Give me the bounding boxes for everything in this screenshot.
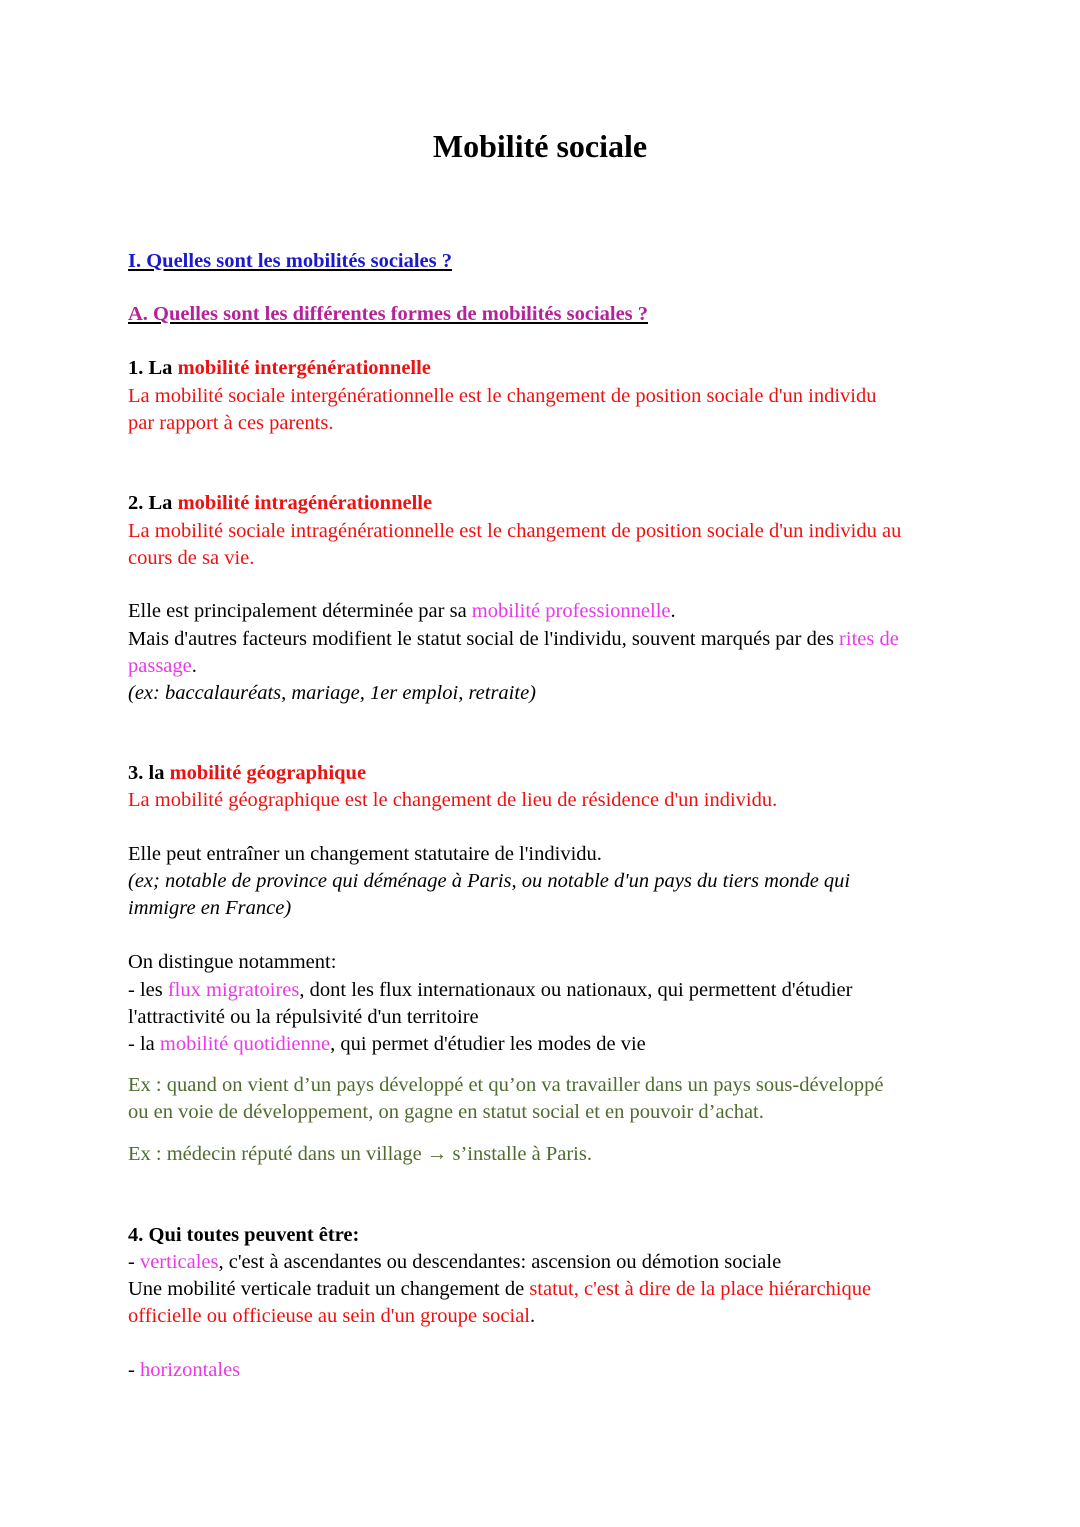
text-segment: Mais d'autres facteurs modifient le statut social de l'individu, souvent marqués par des [128, 628, 840, 650]
text-segment: ou en voie de développement, on gagne en statut social et en pouvoir d’achat. [128, 1101, 764, 1123]
text-line [128, 1276, 871, 1303]
text-segment: Ex : quand on vient d’un pays développé et qu’on va travailler dans un pays sous-développé [128, 1074, 884, 1096]
text-segment: La mobilité sociale intragénérationnelle est le changement de position sociale d'un individu au [128, 520, 902, 542]
text-segment: - les [128, 979, 168, 1001]
text-segment: Elle est principalement déterminée par sa [128, 600, 472, 622]
text-segment: 3. la [128, 762, 170, 784]
text-line [128, 1141, 592, 1168]
text-line [128, 977, 852, 1004]
text-segment: cours de sa vie. [128, 547, 255, 569]
text-segment: horizontales [139, 1359, 241, 1381]
text-segment: . [670, 600, 676, 622]
text-segment: l'attractivité ou la répulsivité d'un territoire [128, 1006, 479, 1028]
section-heading [128, 1222, 359, 1249]
text-segment: . [191, 655, 197, 677]
text-line [128, 680, 536, 707]
text-segment: . [530, 1305, 536, 1327]
text-line [128, 1303, 535, 1330]
text-line [128, 895, 291, 922]
text-line [128, 1249, 781, 1276]
text-segment: statut, c'est à dire de la place hiérarchique [529, 1278, 872, 1300]
text-line [128, 383, 877, 410]
text-segment: verticales [139, 1251, 219, 1273]
text-segment: A. Quelles sont les différentes formes de mobilités sociales ? [128, 303, 649, 325]
text-segment: 1. La [128, 357, 178, 379]
text-segment: - [128, 1359, 140, 1381]
section-heading [128, 248, 452, 275]
text-segment: mobilité intergénérationnelle [177, 357, 431, 379]
text-line [128, 787, 777, 814]
text-segment: flux migratoires [167, 979, 300, 1001]
text-segment: (ex; notable de province qui déménage à Paris, ou notable d'un pays du tiers monde qui [128, 870, 851, 892]
text-line [128, 1099, 764, 1126]
text-segment: 2. La [128, 492, 178, 514]
text-line [128, 841, 602, 868]
text-line [128, 653, 197, 680]
text-segment: Une mobilité verticale traduit un changement de [128, 1278, 530, 1300]
text-segment: , qui permet d'étudier les modes de vie [330, 1033, 646, 1055]
text-segment: (ex: baccalauréats, mariage, 1er emploi, retraite) [128, 682, 536, 704]
text-line [128, 868, 850, 895]
text-line [128, 410, 333, 437]
text-segment: Ex : médecin réputé dans un village → s’installe à Paris. [128, 1143, 592, 1165]
page-title: Mobilité sociale [432, 128, 648, 164]
text-line [128, 949, 336, 976]
text-segment: mobilité géographique [169, 762, 367, 784]
text-segment: , dont les flux internationaux ou nationaux, qui permettent d'étudier [299, 979, 853, 1001]
text-line [128, 598, 676, 625]
text-line [128, 545, 254, 572]
text-segment: La mobilité géographique est le changement de lieu de résidence d'un individu. [128, 789, 778, 811]
text-segment: mobilité professionnelle [471, 600, 671, 622]
section-heading [128, 355, 431, 382]
text-segment: par rapport à ces parents. [128, 412, 334, 434]
text-segment: officielle ou officieuse au sein d'un groupe social [128, 1305, 530, 1327]
text-segment: - [128, 1251, 140, 1273]
text-segment: On distingue notamment: [128, 951, 337, 973]
text-line [128, 1072, 883, 1099]
text-segment: mobilité intragénérationnelle [177, 492, 433, 514]
text-line [128, 626, 899, 653]
section-heading [128, 760, 366, 787]
text-segment: passage [128, 655, 192, 677]
section-heading [128, 301, 648, 328]
text-segment: rites de [839, 628, 899, 650]
text-segment: I. Quelles sont les mobilités sociales ? [128, 250, 453, 272]
text-segment: 4. Qui toutes peuvent être: [128, 1224, 360, 1246]
text-segment: , c'est à ascendantes ou descendantes: ascension ou démotion sociale [218, 1251, 782, 1273]
text-segment: Elle peut entraîner un changement statutaire de l'individu. [128, 843, 602, 865]
text-line [128, 1004, 479, 1031]
text-line [128, 1357, 240, 1384]
text-line [128, 1031, 646, 1058]
text-segment: immigre en France) [128, 897, 292, 919]
text-segment: La mobilité sociale intergénérationnelle est le changement de position sociale d'un individu [128, 385, 877, 407]
text-segment: mobilité quotidienne [159, 1033, 331, 1055]
text-segment: - la [128, 1033, 160, 1055]
text-line [128, 518, 901, 545]
section-heading [128, 490, 432, 517]
